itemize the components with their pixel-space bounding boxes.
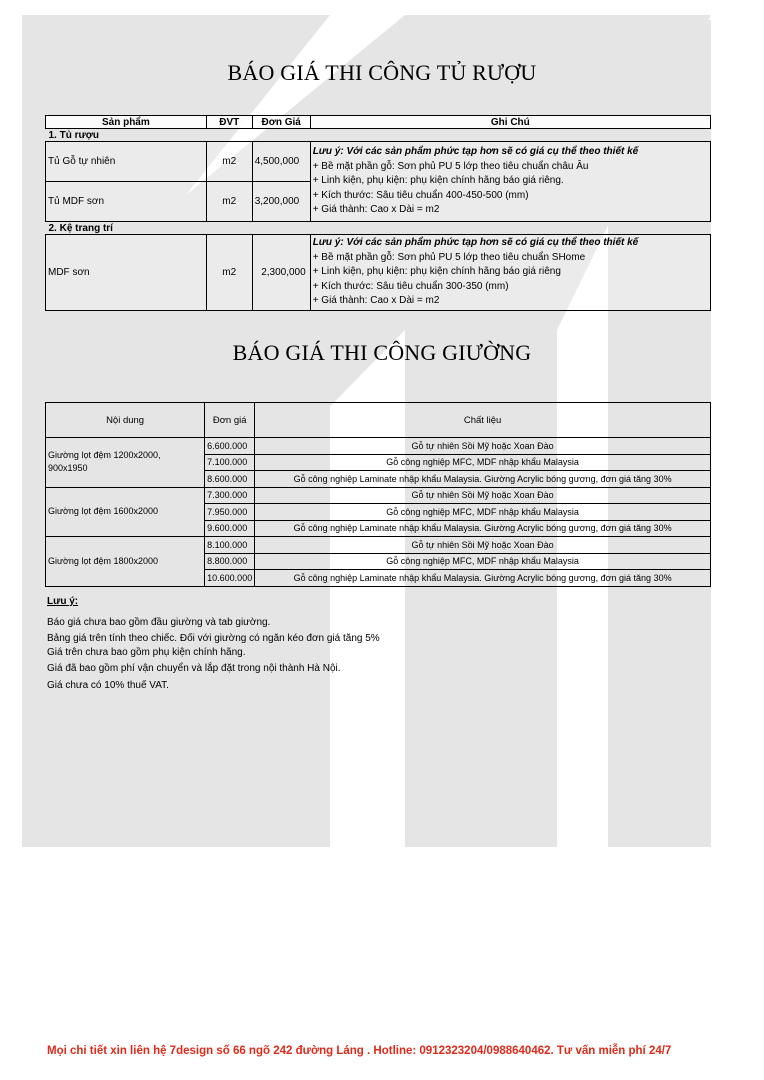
price-cell: 3,200,000 xyxy=(252,182,310,222)
bed-title: BÁO GIÁ THI CÔNG GIƯỜNG xyxy=(232,340,532,365)
header-price: Đơn giá xyxy=(205,403,255,438)
table-row xyxy=(46,537,711,554)
note-line: Giá chưa có 10% thuế VAT. xyxy=(47,679,169,691)
unit-cell: m2 xyxy=(206,235,252,311)
note-line: + Linh kiện, phụ kiện: phụ kiện chính hãng báo giá riêng. xyxy=(312,175,564,187)
wine-cabinet-title: BÁO GIÁ THI CÔNG TỦ RƯỢU xyxy=(227,60,537,85)
price-cell: 7.300.000 xyxy=(205,487,255,504)
material-cell: Gỗ công nghiệp MFC, MDF nhập khẩu Malaysia xyxy=(255,553,711,570)
table-row xyxy=(46,438,711,455)
product-cell: MDF sơn xyxy=(46,235,207,311)
header-note: Ghi Chú xyxy=(310,116,710,129)
unit-cell: m2 xyxy=(206,142,252,182)
price-cell: 6.600.000 xyxy=(205,438,255,455)
note-line: Bảng giá trên tính theo chiếc. Đối với giường có ngăn kéo đơn giá tăng 5% xyxy=(47,633,380,644)
bed-size-cell: Giường lọt đệm 1600x2000 xyxy=(46,487,205,537)
note-line: + Kích thước: Sâu tiêu chuẩn 400-450-500 (mm) xyxy=(312,189,529,201)
note-line: + Bề mặt phần gỗ: Sơn phủ PU 5 lớp theo tiêu chuẩn châu Âu xyxy=(312,160,589,172)
note-line: + Giá thành: Cao x Dài = m2 xyxy=(312,204,440,216)
note-line: Giá đã bao gồm phí vận chuyển và lắp đặt trong nội thành Hà Nội. xyxy=(47,663,341,674)
material-cell: Gỗ tự nhiên Sồi Mỹ hoặc Xoan Đào xyxy=(255,487,711,504)
header-unit: ĐVT xyxy=(206,116,252,129)
header-price: Đơn Giá xyxy=(252,116,310,129)
bed-price-table xyxy=(45,402,711,587)
unit-cell: m2 xyxy=(206,182,252,222)
note-cell xyxy=(310,235,710,311)
header-product: Sản phẩm xyxy=(46,116,207,129)
price-cell: 9.600.000 xyxy=(205,520,255,537)
table-row xyxy=(46,142,711,182)
header-content: Nội dung xyxy=(46,403,205,438)
table-row xyxy=(46,235,711,311)
note-line: Báo giá chưa bao gồm đầu giường và tab giường. xyxy=(47,616,271,628)
price-cell: 8.800.000 xyxy=(205,553,255,570)
price-cell: 2,300,000 xyxy=(252,235,310,311)
header-material: Chất liệu xyxy=(255,403,711,438)
material-cell: Gỗ công nghiệp Laminate nhập khẩu Malaysia. Giường Acrylic bóng gương, đơn giá tăng 30% xyxy=(255,520,711,537)
material-cell: Gỗ công nghiệp Laminate nhập khẩu Malaysia. Giường Acrylic bóng gương, đơn giá tăng 30% xyxy=(255,570,711,587)
section-wine-cabinet: 1. Tủ rượu xyxy=(48,129,99,141)
price-cell: 8.100.000 xyxy=(205,537,255,554)
section-heading-row xyxy=(46,222,711,235)
notes-section xyxy=(47,594,380,694)
bed-size-cell: Giường lọt đệm 1200x2000, 900x1950 xyxy=(46,438,205,488)
price-cell: 8.600.000 xyxy=(205,471,255,488)
note-lead: Lưu ý: Với các sản phẩm phức tạp hơn sẽ có giá cụ thể theo thiết kế xyxy=(312,237,639,248)
material-cell: Gỗ công nghiệp MFC, MDF nhập khẩu Malaysia xyxy=(255,454,711,471)
price-cell: 7.950.000 xyxy=(205,504,255,521)
note-cell xyxy=(310,142,710,222)
table-header-row xyxy=(46,116,711,129)
contact-footer: Mọi chi tiết xin liên hệ 7design số 66 ngõ 242 đường Láng . Hotline: 0912323204/0988640462. Tư vấn miễn phí 24/7 xyxy=(47,1045,672,1057)
price-cell: 10.600.000 xyxy=(205,570,255,587)
table-row xyxy=(46,487,711,504)
note-line: + Bề mặt phần gỗ: Sơn phủ PU 5 lớp theo tiêu chuẩn SHome xyxy=(312,251,586,263)
bed-size-cell: Giường lọt đệm 1800x2000 xyxy=(46,537,205,587)
price-cell: 4,500,000 xyxy=(252,142,310,182)
product-cell: Tủ MDF sơn xyxy=(46,182,207,222)
product-cell: Tủ Gỗ tự nhiên xyxy=(46,142,207,182)
notes-title: Lưu ý: xyxy=(47,596,79,607)
material-cell: Gỗ công nghiệp MFC, MDF nhập khẩu Malaysia xyxy=(255,504,711,521)
note-line: + Giá thành: Cao x Dài = m2 xyxy=(312,295,440,306)
note-lead: Lưu ý: Với các sản phẩm phức tạp hơn sẽ có giá cụ thể theo thiết kế xyxy=(312,146,639,158)
material-cell: Gỗ tự nhiên Sồi Mỹ hoặc Xoan Đào xyxy=(255,438,711,455)
section-heading-row xyxy=(46,129,711,142)
table-header-row xyxy=(46,403,711,438)
note-line: + Linh kiện, phụ kiện: phụ kiện chính hãng báo giá riêng xyxy=(312,266,561,277)
material-cell: Gỗ tự nhiên Sồi Mỹ hoặc Xoan Đào xyxy=(255,537,711,554)
note-line: + Kích thước: Sâu tiêu chuẩn 300-350 (mm) xyxy=(312,280,509,292)
note-line: Giá trên chưa bao gồm phụ kiện chính hãng. xyxy=(47,646,246,658)
material-cell: Gỗ công nghiệp Laminate nhập khẩu Malaysia. Giường Acrylic bóng gương, đơn giá tăng 30% xyxy=(255,471,711,488)
wine-cabinet-price-table xyxy=(45,115,711,311)
section-decor-shelf: 2. Kệ trang trí xyxy=(48,222,113,234)
price-cell: 7.100.000 xyxy=(205,454,255,471)
